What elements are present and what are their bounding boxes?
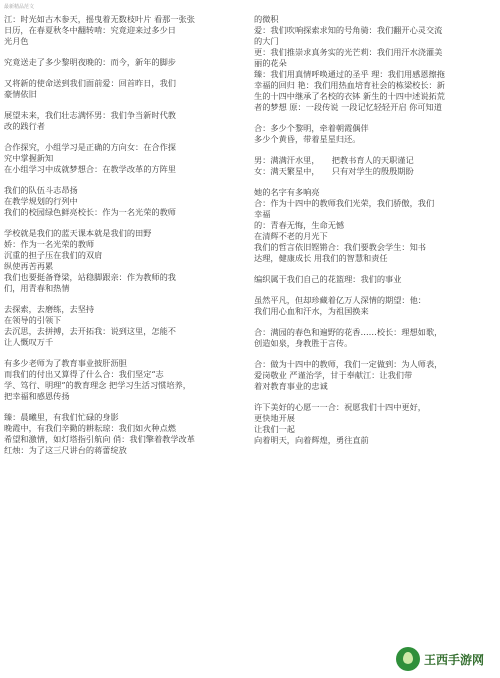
text-line: 在教学规划的行列中 (4, 196, 78, 206)
text-line: 许下美好的心愿一一合：祝愿我们十四中更好， (254, 402, 426, 412)
text-line: 虽然平凡，但却珍藏着亿万人深情的期望：他： (254, 295, 426, 305)
text-line: 女：满天繁星中， 只有对学生的殷殷期盼 (254, 166, 414, 176)
paragraph-gap (4, 402, 248, 412)
text-line: 究竟送走了多少黎明夜晚的：而今，新年的脚步 (4, 57, 176, 67)
text-line: 我们也要挺备脊梁，站稳脚跟亲：作为教师的我 (4, 272, 176, 282)
text-line: 多少个黄昏，带着星星归还。 (254, 134, 361, 144)
text-line: 去探索，去磨练，去坚持 (4, 304, 95, 314)
paragraph-gap (4, 348, 248, 358)
text-line: 究中掌握新知 (4, 153, 54, 163)
paragraph-gap (4, 132, 248, 142)
text-line: 而我们的付出又算得了什么合：我们坚定“志 (4, 369, 164, 379)
text-line: 更快地开展 (254, 413, 295, 423)
paragraph-gap (254, 285, 494, 295)
paragraph-gap (254, 317, 494, 327)
text-line: 丽的花朵 (254, 58, 287, 68)
text-line: 的大门 (254, 36, 279, 46)
text-line: 豪情依旧 (4, 89, 37, 99)
paragraph-gap (4, 47, 248, 57)
text-line: 着对教育事业的忠诚 (254, 381, 328, 391)
page-header-note: 最新精品范文 (4, 4, 35, 10)
text-line: 日历，在春夏秋冬中翻转啃：究竟迎来过多少日 (4, 25, 176, 35)
text-line: 的：青春无悔，生命无憾 (254, 220, 345, 230)
text-line: 我们的哲言依旧铿锵合：我们要教会学生：知书 (254, 242, 426, 252)
text-line: 去沉思，去拼搏，去开拓我：说到这里，怎能不 (4, 326, 176, 336)
text-line: 光月色 (4, 36, 29, 46)
text-line: 希望和激情，如灯塔指引航向 俏：我们擎着教学改革 (4, 434, 195, 444)
text-line: 我们用心血和汗水，为祖国换来 (254, 306, 369, 316)
text-line: 合：多少个黎明，牵着朝霞偶伴 (254, 123, 369, 133)
text-line: 让人慨叹万千 (4, 337, 54, 347)
paragraph-gap (254, 349, 494, 359)
paragraph-gap (254, 264, 494, 274)
text-line: 合作探究，小组学习是正确的方向女：在合作探 (4, 142, 176, 152)
text-line: 学校就是我们的蓝天课本就是我们的田野 (4, 228, 152, 238)
paragraph-gap (4, 100, 248, 110)
text-line: 创造如泉，身教胜于言传。 (254, 338, 353, 348)
text-line: 的微积 (254, 14, 279, 24)
text-line: 更：我们推崇求真务实的光芒莉：我们用汗水浇灌美 (254, 47, 443, 57)
paragraph-gap (254, 113, 494, 123)
text-line: 幸福 (254, 209, 271, 219)
text-line: 者的梦想 原：一段传说 一段记忆轻轻开启 你可知道 (254, 102, 442, 112)
paragraph-gap (4, 175, 248, 185)
text-line: 男：满满汗水里， 把教书育人的天职谨记 (254, 155, 414, 165)
text-line: 生的十四中继承了名校的衣钵 新生的十四中述说拓荒 (254, 91, 445, 101)
watermark-logo-icon (396, 647, 420, 671)
text-line: 她的名字有多响亮 (254, 187, 320, 197)
text-line: 把幸福和感恩传扬 (4, 391, 70, 401)
text-line: 臻：我们用真情呼唤通过的圣乎 理：我们用感恩擦拖 (254, 69, 445, 79)
text-line: 娇：作为一名光荣的教师 (4, 239, 95, 249)
text-line: 合：满园的春色和遍野的花香……校长：理想如歌， (254, 327, 443, 337)
text-line: 在领导的引领下 (4, 315, 62, 325)
text-line: 向着明天，向着辉煌，勇往直前 (254, 435, 369, 445)
text-line: 红烛：为了这三尺讲台的蒋蕾绽放 (4, 445, 127, 455)
text-line: 学、笃行、明理”的教育理念 把学习生活习惯培养， (4, 380, 191, 390)
text-line: 们，用青春和热情 (4, 283, 70, 293)
text-line: 沉重的担子压在我们的双肩 (4, 250, 103, 260)
text-line: 爱岗敬业 严谨治学，甘于奉献江：让我们带 (254, 370, 413, 380)
paragraph-gap (254, 392, 494, 402)
text-line: 在清辉不老的月光下 (254, 231, 328, 241)
text-line: 让我们一起 (254, 424, 295, 434)
text-line: 臻：晨曦里，有我们忙碌的身影 (4, 412, 119, 422)
text-line: 江：时光如古木参天，摇曳着无数枝叶片 看那一张张 (4, 14, 195, 24)
text-line: 有多少老师为了教育事业披肝沥胆 (4, 358, 127, 368)
text-line: 幸福的回归 艳：我们用热血培育社会的栋梁校长：新 (254, 80, 445, 90)
text-line: 晚霞中，有我们辛勤的耕耘琼：我们如火种点燃 (4, 423, 176, 433)
watermark-text: 王西手游网 (424, 652, 485, 667)
paragraph-gap (4, 68, 248, 78)
paragraph-gap (4, 218, 248, 228)
text-line: 在小组学习中成就梦想合：在教学改革的方阵里 (4, 164, 176, 174)
text-line: 合：作为十四中的教师我们光荣，我们骄傲，我们 (254, 198, 435, 208)
left-column (4, 14, 248, 456)
text-line: 达理，健康成长 用我们的智慧和责任 (254, 253, 388, 263)
text-line: 爱：我们吹响探索求知的号角骑：我们翻开心灵交流 (254, 25, 443, 35)
right-column (254, 14, 494, 446)
paragraph-gap (4, 294, 248, 304)
paragraph-gap (254, 145, 494, 155)
text-line: 合：做为十四中的教师，我们一定做到：为人师表， (254, 359, 443, 369)
text-line: 我们的队伍斗志昂扬 (4, 185, 78, 195)
text-line: 又将新的使命送到我们面前爱：回首昨日，我们 (4, 78, 176, 88)
text-line: 展望未来，我们壮志满怀男：我们争当新时代教 (4, 110, 176, 120)
site-watermark (396, 644, 496, 674)
text-line: 改的践行者 (4, 121, 45, 131)
text-line: 编织属于我们自己的花篮理：我们的事业 (254, 274, 402, 284)
paragraph-gap (254, 177, 494, 187)
text-line: 纵使再苦再累 (4, 261, 54, 271)
text-line: 我们的校园绿色鲜亮校长：作为一名光荣的教师 (4, 207, 176, 217)
